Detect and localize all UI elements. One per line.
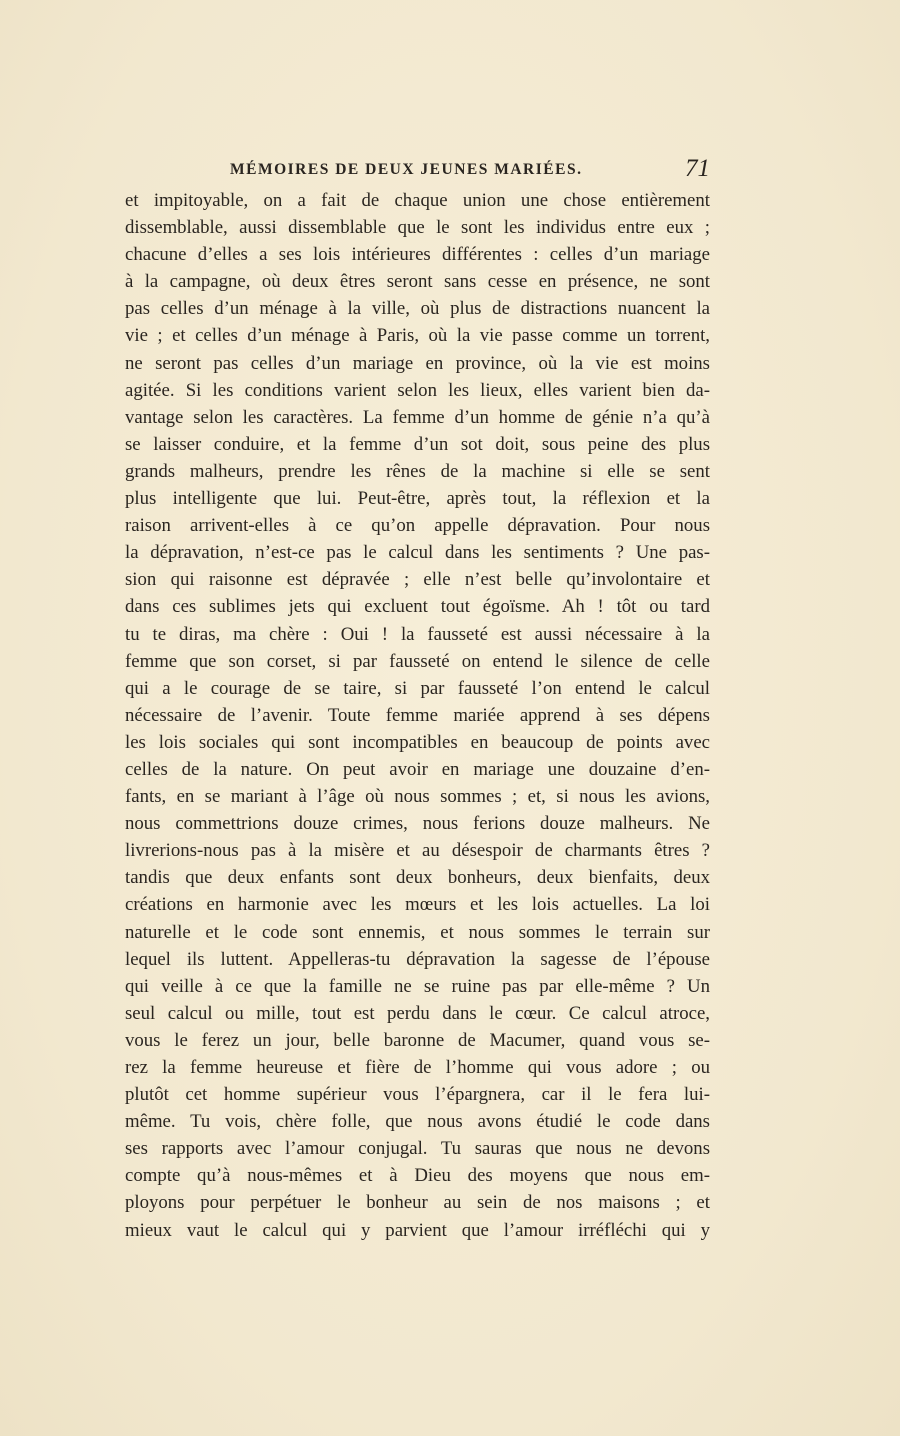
text-line: dans ces sublimes jets qui excluent tout égoïsme. Ah ! tôt ou tard [125,596,710,618]
running-title: MÉMOIRES DE DEUX JEUNES MARIÉES. [230,161,583,178]
text-line: nous commettrions douze crimes, nous ferions douze malheurs. Ne [125,813,710,835]
text-line: tandis que deux enfants sont deux bonheurs, deux bienfaits, deux [125,867,710,889]
text-line: plus intelligente que lui. Peut-être, après tout, la réflexion et la [125,488,710,510]
text-line: vie ; et celles d’un ménage à Paris, où la vie passe comme un torrent, [125,325,710,347]
text-line: ses rapports avec l’amour conjugal. Tu sauras que nous ne devons [125,1138,710,1160]
text-line: livrerions-nous pas à la misère et au désespoir de charmants êtres ? [125,840,710,862]
text-line: celles de la nature. On peut avoir en mariage une douzaine d’en- [125,758,710,780]
text-line: à la campagne, où deux êtres seront sans cesse en présence, ne sont [125,271,710,293]
text-line: rez la femme heureuse et fière de l’homme qui vous adore ; ou [125,1057,710,1078]
text-line: la dépravation, n’est-ce pas le calcul dans les sentiments ? Une pas- [125,542,710,564]
text-line: tu te diras, ma chère : Oui ! la fausseté est aussi nécessaire à la [125,623,710,645]
page-number: 71 [685,155,710,182]
text-line: et impitoyable, on a fait de chaque union une chose entièrement [125,190,710,211]
text-line: créations en harmonie avec les mœurs et les lois actuelles. La loi [125,894,710,916]
text-line: ployons pour perpétuer le bonheur au sein de nos maisons ; et [125,1192,710,1214]
text-line: compte qu’à nous-mêmes et à Dieu des moyens que nous em- [125,1165,710,1187]
text-line: seul calcul ou mille, tout est perdu dans le cœur. Ce calcul atroce, [125,1002,710,1024]
text-line: grands malheurs, prendre les rênes de la machine si elle se sent [125,460,710,482]
text-line: pas celles d’un ménage à la ville, où plus de distractions nuancent la [125,298,710,320]
text-line: agitée. Si les conditions varient selon les lieux, elles varient bien da- [125,379,710,401]
text-line: mieux vaut le calcul qui y parvient que l’amour irréfléchi qui y [125,1219,710,1241]
text-line: sion qui raisonne est dépravée ; elle n’est belle qu’involontaire et [125,569,710,591]
text-line: qui veille à ce que la famille ne se ruine pas par elle-même ? Un [125,975,710,997]
page-header [125,157,710,187]
text-line: chacune d’elles a ses lois intérieures différentes : celles d’un mariage [125,244,710,266]
text-line: qui a le courage de se taire, si par fausseté l’on entend le calcul [125,677,710,699]
text-line: lequel ils luttent. Appelleras-tu dépravation la sagesse de l’épouse [125,948,710,970]
text-line: raison arrivent-elles à ce qu’on appelle dépravation. Pour nous [125,515,710,537]
text-line: même. Tu vois, chère folle, que nous avons étudié le code dans [125,1111,710,1133]
body-text [125,187,710,1244]
text-line: dissemblable, aussi dissemblable que le sont les individus entre eux ; [125,217,710,239]
text-line: naturelle et le code sont ennemis, et nous sommes le terrain sur [125,921,710,943]
text-line: nécessaire de l’avenir. Toute femme mariée apprend à ses dépens [125,704,710,726]
text-line: se laisser conduire, et la femme d’un sot doit, sous peine des plus [125,433,710,455]
text-line: femme que son corset, si par fausseté on entend le silence de celle [125,650,710,672]
text-line: vous le ferez un jour, belle baronne de Macumer, quand vous se- [125,1029,710,1051]
text-line: vantage selon les caractères. La femme d’un homme de génie n’a qu’à [125,406,710,428]
text-line: plutôt cet homme supérieur vous l’épargnera, car il le fera lui- [125,1084,710,1106]
text-line: les lois sociales qui sont incompatibles en beaucoup de points avec [125,731,710,753]
text-line: ne seront pas celles d’un mariage en province, où la vie est moins [125,352,710,374]
text-line: fants, en se mariant à l’âge où nous sommes ; et, si nous les avions, [125,786,710,808]
